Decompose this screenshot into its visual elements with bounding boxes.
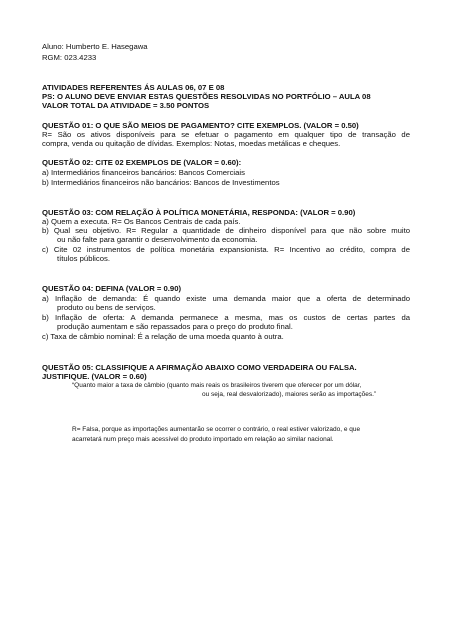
question-5-title-line-1: QUESTÃO 05: CLASSIFIQUE A AFIRMAÇÃO ABAIXO COMO VERDADEIRA OU FALSA. — [42, 363, 357, 372]
question-4-title: QUESTÃO 04: DEFINA (VALOR = 0.90) — [42, 284, 182, 293]
question-4-item-a-line-1: a) Inflação de demanda: É quando existe uma demanda maior que a oferta de determinado — [42, 294, 410, 303]
question-5-quote-line-2: ou seja, real desvalorizado), maiores serão as importações.” — [202, 391, 377, 398]
question-3-item-c-line-2: títulos públicos. — [57, 254, 110, 263]
question-4-item-c: c) Taxa de câmbio nominal: É a relação de uma moeda quanto à outra. — [42, 332, 284, 341]
question-4-item-a-line-2: produto ou bens de serviços. — [57, 303, 156, 312]
student-rgm: RGM: 023.4233 — [42, 53, 97, 62]
question-3-item-c-line-1: c) Cite 02 instrumentos de política monetária expansionista. R= Incentivo ao crédito, compra de — [42, 245, 410, 254]
question-3-title: QUESTÃO 03: COM RELAÇÃO À POLÍTICA MONETÁRIA, RESPONDA: (VALOR = 0.90) — [42, 208, 356, 217]
question-5-answer-line-2: acarretará num preço mais acessível do produto importado em relação ao similar nacional. — [72, 436, 334, 443]
question-3-item-b-line-1: b) Qual seu objetivo. R= Regular a quantidade de dinheiro disponível para que não sobre muito — [42, 226, 410, 235]
question-5-answer-line-1: R= Falsa, porque as importações aumentarão se ocorrer o contrário, o real estiver valorizado, e que — [72, 426, 361, 433]
question-4-item-b-line-2: produção aumentam e são repassados para o preço do produto final. — [57, 322, 293, 331]
question-3-item-a: a) Quem a executa. R= Os Bancos Centrais de cada país. — [42, 217, 241, 226]
intro-line-3: VALOR TOTAL DA ATIVIDADE = 3.50 PONTOS — [42, 101, 210, 110]
intro-line-2: PS: O ALUNO DEVE ENVIAR ESTAS QUESTÕES RESOLVIDAS NO PORTFÓLIO – AULA 08 — [42, 92, 371, 101]
question-2-item-b: b) Intermediários financeiros não bancários: Bancos de Investimentos — [42, 178, 280, 187]
question-2-title: QUESTÃO 02: CITE 02 EXEMPLOS DE (VALOR = 0.60): — [42, 158, 242, 167]
question-4-item-b-line-1: b) Inflação de oferta: A demanda permanece a mesma, mas os custos de certas partes da — [42, 313, 410, 322]
question-1-title: QUESTÃO 01: O QUE SÃO MEIOS DE PAGAMENTO? CITE EXEMPLOS. (VALOR = 0.50) — [42, 121, 359, 130]
question-3-item-b-line-2: ou não falte para garantir o desenvolvimento da economia. — [57, 235, 258, 244]
question-5-title-line-2: JUSTIFIQUE. (VALOR = 0.60) — [42, 372, 147, 381]
question-2-item-a: a) Intermediários financeiros bancários: Bancos Comerciais — [42, 168, 245, 177]
intro-line-1: ATIVIDADES REFERENTES ÁS AULAS 06, 07 E 08 — [42, 83, 225, 92]
question-5-quote-line-1: “Quanto maior a taxa de câmbio (quanto mais reais os brasileiros tiverem que oferecer por um dólar, — [72, 382, 362, 389]
student-name: Aluno: Humberto E. Hasegawa — [42, 42, 148, 51]
question-1-answer-line-2: compra, venda ou quitação de dívidas. Exemplos: Notas, moedas metálicas e cheques. — [42, 139, 341, 148]
question-1-answer-line-1: R= São os ativos disponíveis para se efetuar o pagamento em qualquer tipo de transação de — [42, 130, 410, 139]
